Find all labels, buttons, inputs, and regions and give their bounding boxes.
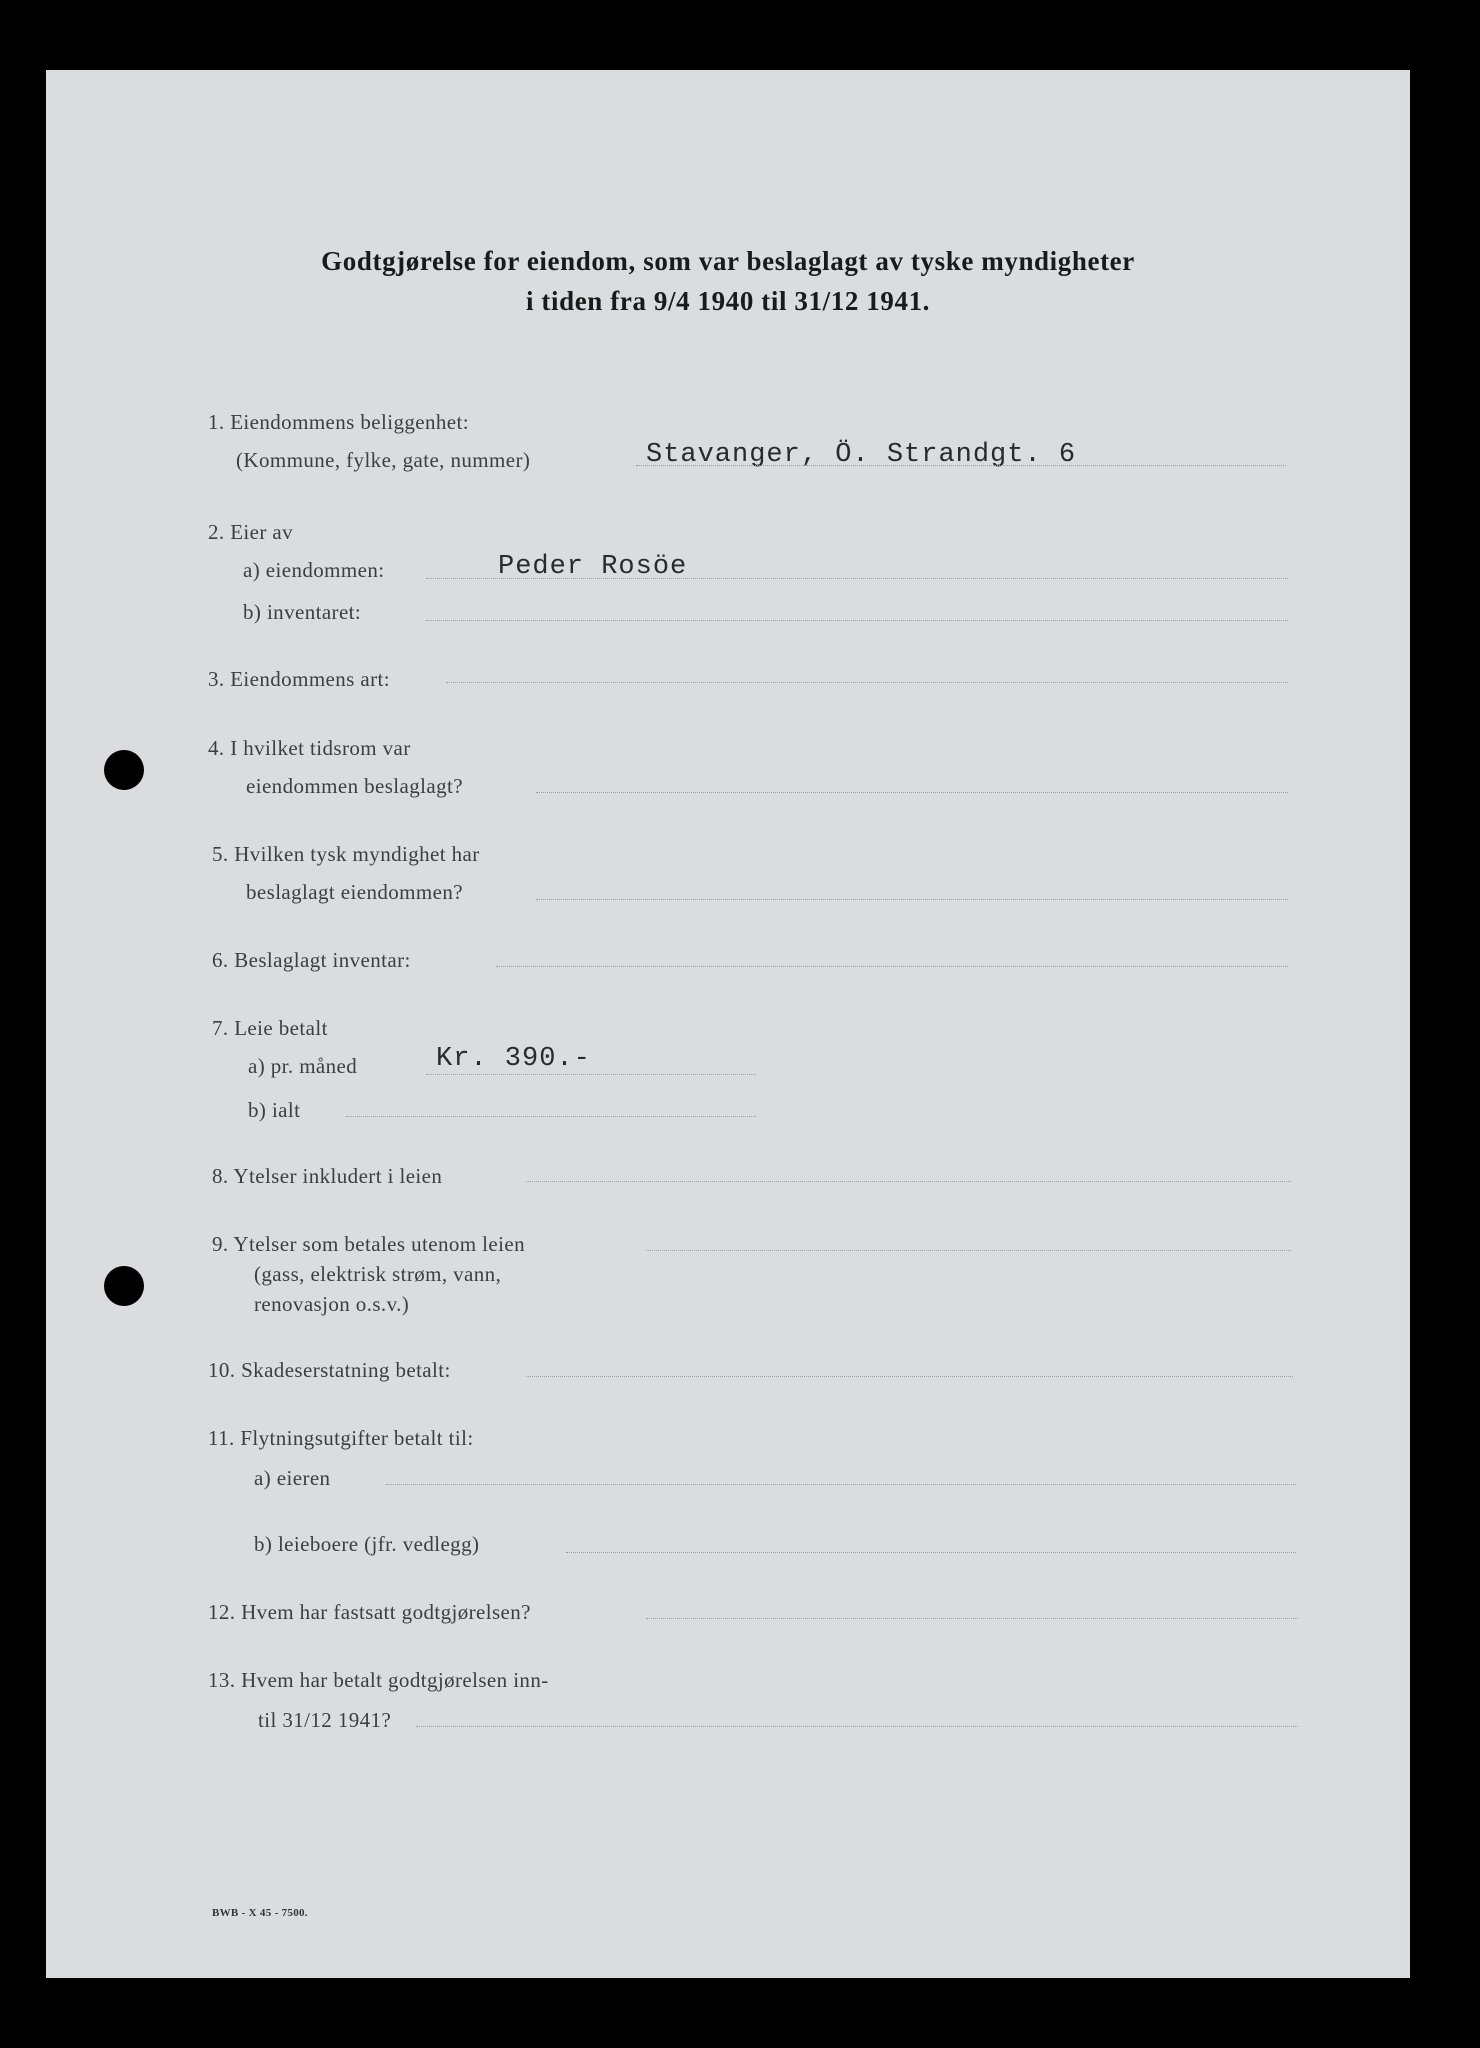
form-title-line-2: i tiden fra 9/4 1940 til 31/12 1941. — [525, 286, 931, 316]
form-title-line-1: Godtgjørelse for eiendom, som var beslaglagt av tyske myndigheter — [321, 246, 1135, 276]
q2b-answer-line — [426, 620, 1288, 621]
q13-sublabel: til 31/12 1941? — [258, 1708, 392, 1732]
q7b-label: b) ialt — [248, 1098, 301, 1122]
q5-label: 5. Hvilken tysk myndighet har — [212, 842, 480, 866]
q8-label: 8. Ytelser inkludert i leien — [212, 1164, 443, 1188]
q9-label: 9. Ytelser som betales utenom leien — [212, 1232, 525, 1256]
q7a-answer-line — [426, 1074, 756, 1075]
q5-sublabel: beslaglagt eiendommen? — [246, 880, 463, 904]
punch-hole-lower — [104, 1266, 144, 1306]
form-sheet — [46, 70, 1410, 1978]
q4-answer-line — [536, 792, 1288, 793]
q7-label: 7. Leie betalt — [212, 1016, 328, 1040]
q13-answer-line — [416, 1726, 1298, 1727]
q2-label: 2. Eier av — [208, 520, 294, 544]
q12-answer-line — [646, 1618, 1298, 1619]
q11-label: 11. Flytningsutgifter betalt til: — [208, 1426, 474, 1450]
q10-answer-line — [526, 1376, 1293, 1377]
punch-hole-upper — [104, 750, 144, 790]
q8-answer-line — [526, 1181, 1291, 1182]
q6-answer-line — [496, 966, 1288, 967]
q4-sublabel: eiendommen beslaglagt? — [246, 774, 463, 798]
q6-label: 6. Beslaglagt inventar: — [212, 948, 411, 972]
q1-answer-line — [636, 465, 1286, 466]
q1-label: 1. Eiendommens beliggenhet: — [208, 410, 469, 434]
q13-label: 13. Hvem har betalt godtgjørelsen inn- — [208, 1668, 549, 1692]
q2a-answer-line — [426, 578, 1288, 579]
q11b-label: b) leieboere (jfr. vedlegg) — [254, 1532, 480, 1556]
q10-label: 10. Skadeserstatning betalt: — [208, 1358, 451, 1382]
q12-label: 12. Hvem har fastsatt godtgjørelsen? — [208, 1600, 531, 1624]
q9-sublabel-1: (gass, elektrisk strøm, vann, — [254, 1262, 502, 1286]
print-code: BWB - X 45 - 7500. — [212, 1907, 308, 1919]
q3-label: 3. Eiendommens art: — [208, 667, 390, 691]
q2a-answer: Peder Rosöe — [498, 552, 688, 582]
q1-sublabel: (Kommune, fylke, gate, nummer) — [236, 448, 531, 472]
q11a-answer-line — [386, 1484, 1296, 1485]
q2a-label: a) eiendommen: — [243, 558, 385, 582]
q3-answer-line — [446, 682, 1288, 683]
q7b-answer-line — [346, 1116, 756, 1117]
q9-sublabel-2: renovasjon o.s.v.) — [254, 1292, 410, 1316]
q5-answer-line — [536, 899, 1288, 900]
q1-answer: Stavanger, Ö. Strandgt. 6 — [646, 440, 1077, 470]
q7a-label: a) pr. måned — [248, 1054, 358, 1078]
q7a-answer: Kr. 390.- — [436, 1044, 591, 1074]
q11a-label: a) eieren — [254, 1466, 331, 1490]
q11b-answer-line — [566, 1552, 1296, 1553]
q9-answer-line — [646, 1250, 1291, 1251]
q4-label: 4. I hvilket tidsrom var — [208, 736, 411, 760]
q2b-label: b) inventaret: — [243, 600, 362, 624]
